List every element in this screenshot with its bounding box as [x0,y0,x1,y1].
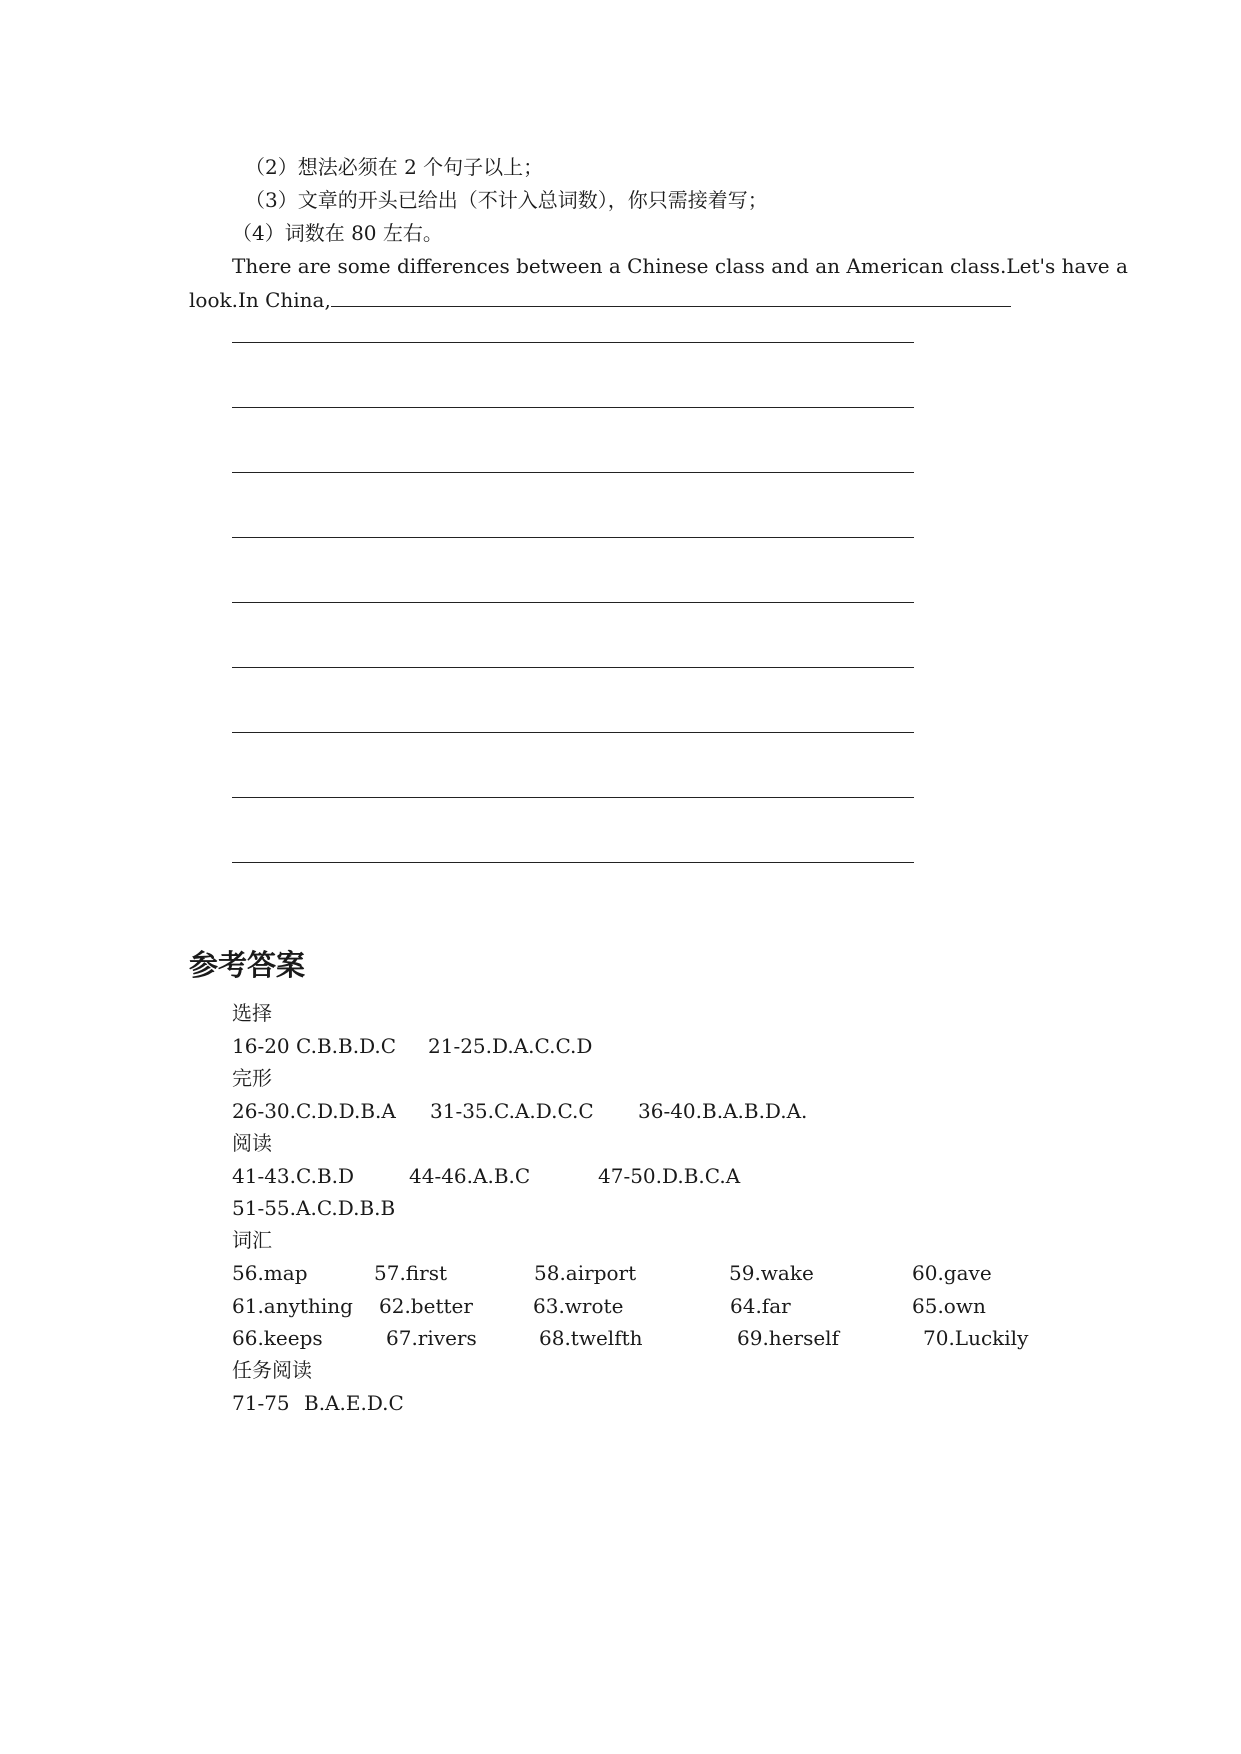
writing-line [232,797,914,798]
section-heading: 词汇 [232,1228,272,1252]
answer-cell: 57.first [374,1261,448,1285]
answer-cell: 62.better [379,1294,473,1318]
answer-cell: 58.airport [534,1261,637,1285]
answer-cell: 60.gave [912,1261,992,1285]
prompt-line-2-text: look.In China, [189,288,331,312]
answer-cell: 21-25.D.A.C.C.D [428,1034,593,1058]
answer-cell: 70.Luckily [923,1326,1029,1350]
answer-cell: 59.wake [729,1261,814,1285]
requirement-4: （4）词数在 80 左右。 [232,221,443,245]
answer-cell: 36-40.B.A.B.D.A. [638,1099,808,1123]
answer-cell: 44-46.A.B.C [409,1164,531,1188]
answer-cell: 61.anything [232,1294,353,1318]
section-heading: 完形 [232,1066,272,1090]
answer-cell: 51-55.A.C.D.B.B [232,1196,396,1220]
writing-line [232,667,914,668]
answer-cell: 16-20 C.B.B.D.C [232,1034,397,1058]
writing-line [232,342,914,343]
answer-cell: 31-35.C.A.D.C.C [430,1099,594,1123]
section-heading: 阅读 [232,1131,272,1155]
answer-cell: 63.wrote [533,1294,624,1318]
writing-line [232,407,914,408]
writing-line [232,862,914,863]
writing-line [232,732,914,733]
answer-key-title: 参考答案 [189,948,306,982]
writing-line [232,602,914,603]
answer-cell: 66.keeps [232,1326,323,1350]
answer-cell: 65.own [912,1294,986,1318]
writing-blank-inline [331,286,1011,307]
answer-cell: 47-50.D.B.C.A [598,1164,741,1188]
requirement-3: （3）文章的开头已给出（不计入总词数），你只需接着写； [245,188,768,212]
prompt-line-1: There are some differences between a Chinese class and an American class.Let's have a [232,254,1128,278]
prompt-line-2 [189,286,1011,312]
answer-cell: 26-30.C.D.D.B.A [232,1099,396,1123]
answer-cell: 56.map [232,1261,308,1285]
requirement-2: （2）想法必须在 2 个句子以上； [245,155,544,179]
writing-line [232,472,914,473]
answer-cell: 68.twelfth [539,1326,643,1350]
answer-cell: 64.far [730,1294,791,1318]
answer-cell: 71-75 [232,1391,290,1415]
writing-line [232,537,914,538]
answer-cell: 67.rivers [386,1326,477,1350]
answer-cell: 41-43.C.B.D [232,1164,355,1188]
section-heading: 选择 [232,1001,272,1025]
answer-cell: B.A.E.D.C [304,1391,404,1415]
answer-cell: 69.herself [737,1326,839,1350]
section-heading: 任务阅读 [232,1358,312,1382]
